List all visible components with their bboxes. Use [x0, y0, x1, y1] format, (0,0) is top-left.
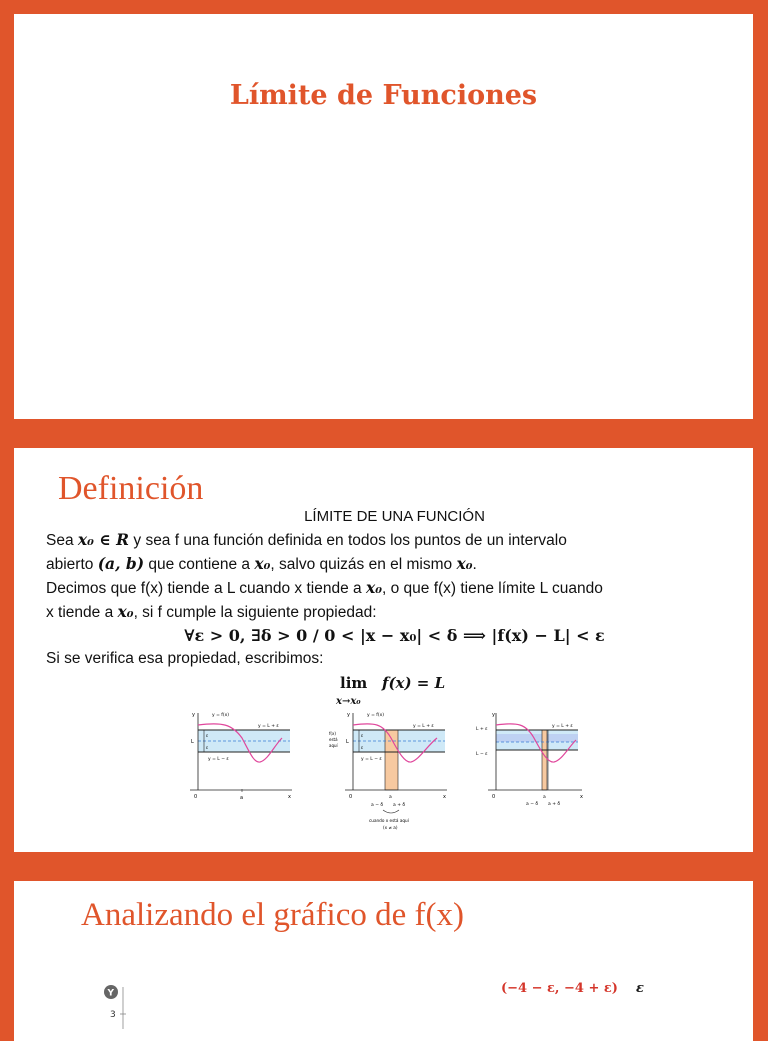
- definition-line-5: Si se verifica esa propiedad, escribimos:: [46, 650, 324, 667]
- limit-lim: lim: [340, 674, 368, 692]
- epsilon-delta-condition: ∀ε > 0, ∃δ > 0 / 0 < |x − x₀| < δ ⟹ |f(x) − L| < ε: [184, 626, 605, 645]
- svg-text:L − ε: L − ε: [476, 752, 488, 757]
- slide-definition: [14, 448, 753, 852]
- interval-label: (−4 − ε, −4 + ε): [501, 981, 618, 996]
- svg-text:y = L + ε: y = L + ε: [552, 724, 573, 729]
- svg-text:3: 3: [110, 1010, 116, 1020]
- svg-text:aquí: aquí: [329, 743, 338, 748]
- svg-text:ε: ε: [361, 745, 364, 750]
- svg-text:ε: ε: [206, 745, 209, 750]
- svg-text:a: a: [543, 795, 546, 800]
- svg-text:a − δ: a − δ: [371, 803, 384, 808]
- svg-text:L + ε: L + ε: [476, 727, 488, 732]
- svg-text:(x ≠ a): (x ≠ a): [383, 825, 398, 830]
- slide-1-title: Límite de Funciones: [229, 80, 538, 111]
- limit-subscript: x→x₀: [336, 696, 361, 707]
- svg-text:ε: ε: [361, 733, 364, 738]
- slide-title: [14, 14, 753, 419]
- definition-line-1: Sea x₀ ∈ R y sea f una función definida en todos los puntos de un intervalo: [46, 530, 567, 549]
- slide-2-title: Definición: [58, 470, 204, 507]
- svg-text:a − δ: a − δ: [526, 802, 539, 807]
- figure-1: [182, 708, 297, 813]
- svg-text:L: L: [191, 739, 194, 745]
- svg-text:Y: Y: [107, 988, 115, 999]
- svg-text:f(x): f(x): [329, 731, 336, 736]
- svg-text:ε: ε: [206, 733, 209, 738]
- svg-text:a + δ: a + δ: [393, 803, 406, 808]
- delta-band: [542, 730, 547, 790]
- figure-3: [470, 708, 585, 813]
- definition-line-2: abierto (a, b) que contiene a x₀, salvo quizás en el mismo x₀.: [46, 554, 477, 573]
- svg-text:y = L + ε: y = L + ε: [413, 724, 434, 729]
- svg-text:x: x: [288, 794, 291, 800]
- svg-text:está: está: [329, 737, 338, 742]
- svg-text:a: a: [240, 795, 244, 801]
- graph-axes: [94, 979, 254, 1029]
- definition-line-4: x tiende a x₀, si f cumple la siguiente propiedad:: [46, 602, 377, 621]
- limit-expression: f(x) = L: [382, 674, 446, 692]
- svg-text:y: y: [192, 712, 195, 718]
- svg-text:x: x: [580, 794, 583, 800]
- slide-analysis: [14, 881, 753, 1041]
- svg-text:a + δ: a + δ: [548, 802, 561, 807]
- svg-text:0: 0: [349, 794, 353, 800]
- svg-text:y = L − ε: y = L − ε: [361, 757, 382, 762]
- definition-subtitle: LÍMITE DE UNA FUNCIÓN: [304, 508, 485, 525]
- limit-notation: [46, 670, 743, 710]
- epsilon-label: ε: [636, 981, 644, 996]
- definition-text: [46, 505, 743, 710]
- svg-text:y = L + ε: y = L + ε: [258, 724, 279, 729]
- svg-text:cuando x está aquí: cuando x está aquí: [369, 818, 409, 823]
- svg-text:0: 0: [492, 794, 496, 800]
- svg-text:y = L − ε: y = L − ε: [208, 757, 229, 762]
- svg-text:a: a: [389, 795, 392, 800]
- svg-text:y = f(x): y = f(x): [367, 713, 385, 718]
- definition-line-3: Decimos que f(x) tiende a L cuando x tiende a x₀, o que f(x) tiene límite L cuando: [46, 578, 603, 597]
- svg-text:L: L: [346, 739, 349, 745]
- svg-text:0: 0: [194, 794, 198, 800]
- svg-text:y = f(x): y = f(x): [212, 713, 230, 718]
- svg-text:y: y: [492, 712, 495, 718]
- figure-2: [327, 708, 452, 838]
- slide-3-title: Analizando el gráfico de f(x): [81, 897, 464, 933]
- svg-text:x: x: [443, 794, 446, 800]
- svg-text:y: y: [347, 712, 350, 718]
